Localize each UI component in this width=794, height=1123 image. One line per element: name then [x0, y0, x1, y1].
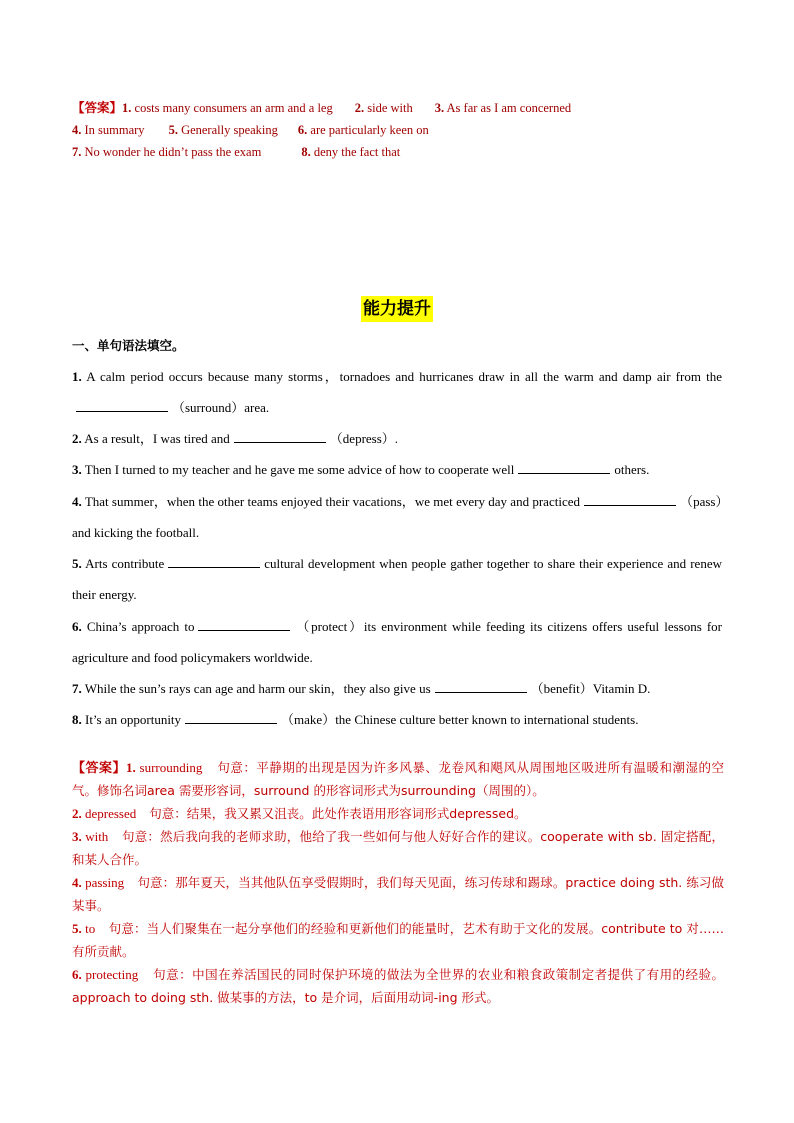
answer-num: 8.	[301, 145, 311, 159]
answer-text: Generally speaking	[181, 123, 278, 137]
question-text: （pass）and kicking the football.	[72, 494, 723, 540]
answer-blank[interactable]	[518, 460, 610, 474]
answer-num: 7.	[72, 145, 82, 159]
answer-word: depressed	[85, 806, 137, 821]
answer-num: 2.	[354, 101, 365, 115]
exercise-title: 一、单句语法填空。	[72, 338, 185, 353]
question-text: As a result，I was tired and	[84, 431, 230, 446]
answer-blank[interactable]	[185, 710, 277, 724]
answer-num: 6.	[297, 123, 308, 137]
question-8	[72, 704, 722, 735]
question-4	[72, 486, 722, 548]
answer-word: to	[85, 921, 96, 936]
answer-num: 5.	[168, 123, 178, 137]
question-num: 8.	[72, 712, 82, 727]
answer-num: 4.	[72, 875, 82, 890]
question-text: Arts contribute	[85, 556, 165, 571]
answer-num: 3.	[72, 829, 82, 844]
question-text: While the sun’s rays can age and harm our skin，they also give us	[84, 681, 431, 696]
answer-blank[interactable]	[198, 617, 290, 631]
question-5	[72, 548, 722, 610]
question-7	[72, 673, 722, 704]
question-text: （protect）its environment while feeding its citizens offers useful lessons for agriculture and food policymakers worldwide.	[72, 619, 723, 665]
answer-num: 3.	[434, 101, 445, 115]
answer-explanation: 句意：结果，我又累又沮丧。此处作表语用形容词形式depressed。	[149, 806, 527, 821]
answer-word: protecting	[85, 967, 139, 982]
answer-line-3	[72, 141, 732, 163]
question-text: others.	[614, 462, 650, 477]
answer-word: with	[85, 829, 109, 844]
answer-text: In summary	[84, 123, 145, 137]
answer-explanation: 句意：当人们聚集在一起分享他们的经验和更新他们的能量时，艺术有助于文化的发展。contribute to 对……有所贡献。	[72, 921, 725, 959]
answer-text: side with	[367, 101, 413, 115]
question-3	[72, 454, 722, 485]
question-6	[72, 611, 722, 673]
answer-word: surrounding	[139, 760, 203, 775]
answer-blank[interactable]	[435, 679, 527, 693]
question-num: 1.	[72, 369, 82, 384]
question-text: That summer，when the other teams enjoyed their vacations，we met every day and practiced	[84, 494, 580, 509]
answer-item-5	[72, 917, 724, 963]
answer-item-1	[72, 756, 724, 802]
answer-item-4	[72, 871, 724, 917]
question-text: （make）the Chinese culture better known to international students.	[281, 712, 639, 727]
answer-item-6	[72, 963, 724, 1009]
question-num: 4.	[72, 494, 82, 509]
answer-num: 4.	[72, 123, 82, 137]
answer-explanation: 句意：然后我向我的老师求助，他给了我一些如何与他人好好合作的建议。cooperate with sb. 固定搭配，和某人合作。	[72, 829, 725, 867]
answer-tag: 【答案】	[72, 760, 127, 775]
question-num: 6.	[72, 619, 82, 634]
answer-blank[interactable]	[76, 398, 168, 412]
question-num: 5.	[72, 556, 82, 571]
answer-num: 1.	[122, 101, 132, 115]
answer-word: passing	[85, 875, 125, 890]
answer-text: costs many consumers an arm and a leg	[134, 101, 333, 115]
answer-explanation: 句意：平静期的出现是因为许多风暴、龙卷风和飓风从周围地区吸进所有温暖和潮湿的空气。修饰名词area 需要形容词，surround 的形容词形式为surrounding（周围的）。	[72, 760, 724, 798]
answer-blank[interactable]	[234, 429, 326, 443]
question-1	[72, 361, 722, 423]
answer-num: 6.	[72, 967, 82, 982]
question-text: （depress）.	[329, 431, 399, 446]
question-text: It’s an opportunity	[85, 712, 182, 727]
section-heading: 能力提升	[361, 296, 433, 322]
answer-tag: 【答案】	[72, 101, 123, 115]
question-text: （surround）area.	[172, 400, 270, 415]
answer-num: 5.	[72, 921, 82, 936]
question-num: 7.	[72, 681, 82, 696]
question-text: A calm period occurs because many storms，tornadoes and hurricanes draw in all the warm and damp air from the	[86, 369, 722, 384]
answer-block-1	[72, 97, 732, 163]
answer-explanation: 句意：那年夏天，当其他队伍享受假期时，我们每天见面，练习传球和踢球。practice doing sth. 练习做某事。	[72, 875, 725, 913]
question-num: 2.	[72, 431, 82, 446]
answer-line-2	[72, 119, 732, 141]
question-text: Then I turned to my teacher and he gave me some advice of how to cooperate well	[84, 462, 515, 477]
answer-blank[interactable]	[584, 492, 676, 506]
question-2	[72, 423, 722, 454]
answer-blank[interactable]	[168, 554, 260, 568]
answer-item-3	[72, 825, 724, 871]
answer-item-2	[72, 802, 724, 825]
question-text: （benefit）Vitamin D.	[530, 681, 651, 696]
answer-num: 2.	[72, 806, 82, 821]
answer-num: 1.	[126, 760, 136, 775]
answer-explanation: 句意：中国在养活国民的同时保护环境的做法为全世界的农业和粮食政策制定者提供了有用的经验。approach to doing sth. 做某事的方法，to 是介词，后面用动词-ing 形式。	[72, 967, 725, 1005]
answer-line-1	[72, 97, 732, 119]
answer-text: No wonder he didn’t pass the exam	[84, 145, 262, 159]
question-text: cultural development when people gather together to share their experience and renew their energy.	[72, 556, 722, 602]
answer-text: are particularly keen on	[310, 123, 429, 137]
answer-block-2	[72, 756, 724, 1009]
question-text: China’s approach to	[86, 619, 195, 634]
answer-text: As far as I am concerned	[446, 101, 572, 115]
question-num: 3.	[72, 462, 82, 477]
answer-text: deny the fact that	[313, 145, 401, 159]
